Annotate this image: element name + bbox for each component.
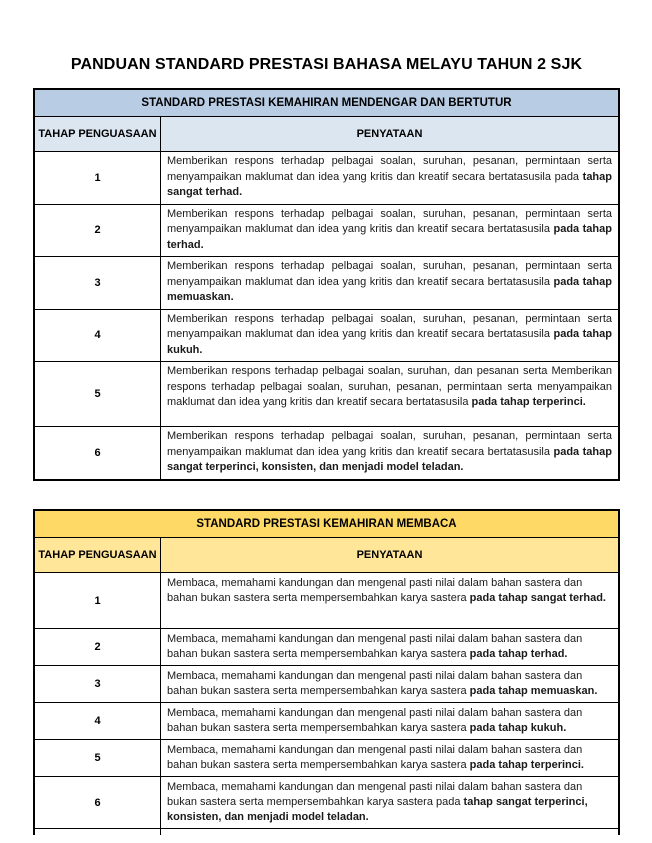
column-header-tahap: TAHAP PENGUASAAN bbox=[35, 117, 161, 151]
table-row bbox=[35, 629, 618, 666]
level-cell: 1 bbox=[35, 573, 161, 628]
table-mendengar-bertutur bbox=[33, 88, 620, 481]
statement-text: Memberikan respons terhadap pelbagai soalan, suruhan, dan pesanan serta Memberikan respons terhadap pelbagai soalan, suruhan, pesanan, permintaan serta menyampaikan maklumat dan idea yang kritis dan kreatif secara bertatasusila bbox=[167, 365, 612, 408]
level-cell: 6 bbox=[35, 777, 161, 828]
statement-text: Memberikan respons terhadap pelbagai soalan, suruhan, pesanan, permintaan serta menyampaikan maklumat dan idea yang kritis dan kreatif secara bertatasusila bbox=[167, 260, 612, 288]
column-header-penyataan: PENYATAAN bbox=[356, 128, 423, 140]
statement-text: Membaca, memahami kandungan dan mengenal pasti nilai dalam bahan sastera dan bahan bukan sastera serta mempersembahkan karya sastera bbox=[167, 670, 583, 697]
statement-bold-text: pada tahap terhad. bbox=[167, 223, 612, 251]
level-cell: 3 bbox=[35, 666, 161, 702]
level-cell: 4 bbox=[35, 703, 161, 739]
statement-cell bbox=[161, 152, 618, 204]
statement-cell bbox=[161, 703, 618, 739]
statement-text: Membaca, memahami kandungan dan mengenal pasti nilai dalam bahan sastera dan bahan bukan sastera serta mempersembahkan karya sastera bbox=[167, 744, 583, 771]
level-cell: 1 bbox=[35, 152, 161, 204]
table-row bbox=[35, 703, 618, 740]
level-cell bbox=[35, 829, 161, 835]
statement-bold-text: pada tahap memuaskan. bbox=[469, 685, 598, 697]
level-cell: 2 bbox=[35, 205, 161, 257]
table-row bbox=[35, 257, 618, 310]
level-cell: 5 bbox=[35, 740, 161, 776]
table-row bbox=[35, 666, 618, 703]
column-header-tahap: TAHAP PENGUASAAN bbox=[35, 538, 161, 572]
statement-text: Memberikan respons terhadap pelbagai soalan, suruhan, pesanan, permintaan serta menyampaikan maklumat dan idea yang kritis dan kreatif secara bertatasusila bbox=[167, 207, 612, 235]
level-cell: 4 bbox=[35, 310, 161, 362]
table-row bbox=[35, 205, 618, 258]
table-row bbox=[35, 777, 618, 829]
statement-bold-text: pada tahap kukuh. bbox=[167, 328, 612, 356]
column-header-penyataan: PENYATAAN bbox=[356, 549, 423, 561]
level-cell: 6 bbox=[35, 427, 161, 479]
statement-cell bbox=[161, 257, 618, 309]
statement-bold-text: pada tahap terperinci. bbox=[469, 759, 584, 771]
statement-cell bbox=[161, 362, 618, 426]
statement-bold-text: tahap sangat terhad. bbox=[167, 170, 612, 198]
statement-cell bbox=[161, 310, 618, 362]
statement-cell bbox=[161, 573, 618, 628]
statement-text: Memberikan respons terhadap pelbagai soalan, suruhan, pesanan, permintaan serta menyampaikan maklumat dan idea yang kritis dan kreatif secara bertatasusila pada bbox=[167, 155, 612, 183]
table-row bbox=[35, 362, 618, 427]
statement-text: Membaca, memahami kandungan dan mengenal pasti nilai dalam bahan sastera dan bahan bukan sastera serta mempersembahkan karya sastera bbox=[167, 577, 583, 604]
level-cell: 5 bbox=[35, 362, 161, 426]
statement-cell bbox=[161, 829, 618, 835]
statement-bold-text: tahap sangat terperinci, konsisten, dan menjadi model teladan. bbox=[167, 796, 588, 823]
statement-cell bbox=[161, 666, 618, 702]
statement-cell bbox=[161, 427, 618, 479]
table-row bbox=[35, 427, 618, 479]
statement-text: Memberikan respons terhadap pelbagai soalan, suruhan, pesanan, permintaan serta menyampaikan maklumat dan idea yang kritis dan kreatif secara bertatasusila bbox=[167, 430, 612, 458]
level-cell: 2 bbox=[35, 629, 161, 665]
table-title: STANDARD PRESTASI KEMAHIRAN MEMBACA bbox=[35, 511, 618, 538]
statement-cell bbox=[161, 740, 618, 776]
statement-cell bbox=[161, 777, 618, 828]
statement-bold-text: pada tahap kukuh. bbox=[469, 722, 567, 734]
page-title: PANDUAN STANDARD PRESTASI BAHASA MELAYU TAHUN 2 SJK bbox=[70, 56, 583, 73]
statement-cell bbox=[161, 205, 618, 257]
table-row-clipped bbox=[35, 829, 618, 835]
table-title: STANDARD PRESTASI KEMAHIRAN MENDENGAR DAN BERTUTUR bbox=[35, 90, 618, 117]
table-row bbox=[35, 573, 618, 629]
statement-bold-text: pada tahap memuaskan. bbox=[167, 275, 612, 303]
table-column-headers bbox=[35, 117, 618, 152]
table-row bbox=[35, 152, 618, 205]
table-row bbox=[35, 310, 618, 363]
statement-text: Membaca, memahami kandungan dan mengenal pasti nilai dalam bahan sastera dan bahan bukan sastera serta mempersembahkan karya sastera bbox=[167, 707, 583, 734]
statement-text: Memberikan respons terhadap pelbagai soalan, suruhan, pesanan, permintaan serta menyampaikan maklumat dan idea yang kritis dan kreatif secara bertatasusila bbox=[167, 312, 612, 340]
table-column-headers bbox=[35, 538, 618, 573]
statement-bold-text: pada tahap sangat terperinci, konsisten, dan menjadi model teladan. bbox=[167, 445, 612, 473]
statement-bold-text: pada tahap terhad. bbox=[469, 648, 568, 660]
statement-bold-text: pada tahap sangat terhad. bbox=[469, 592, 606, 604]
statement-bold-text: pada tahap terperinci. bbox=[471, 396, 586, 408]
statement-text: Membaca, memahami kandungan dan mengenal pasti nilai dalam bahan sastera dan bukan sastera serta mempersembahkan karya sastera pada bbox=[167, 781, 583, 808]
statement-text: Membaca, memahami kandungan dan mengenal pasti nilai dalam bahan sastera dan bahan bukan sastera serta mempersembahkan karya sastera bbox=[167, 633, 583, 660]
level-cell: 3 bbox=[35, 257, 161, 309]
table-row bbox=[35, 740, 618, 777]
table-spacer bbox=[33, 481, 620, 509]
statement-cell bbox=[161, 629, 618, 665]
table-membaca bbox=[33, 509, 620, 835]
